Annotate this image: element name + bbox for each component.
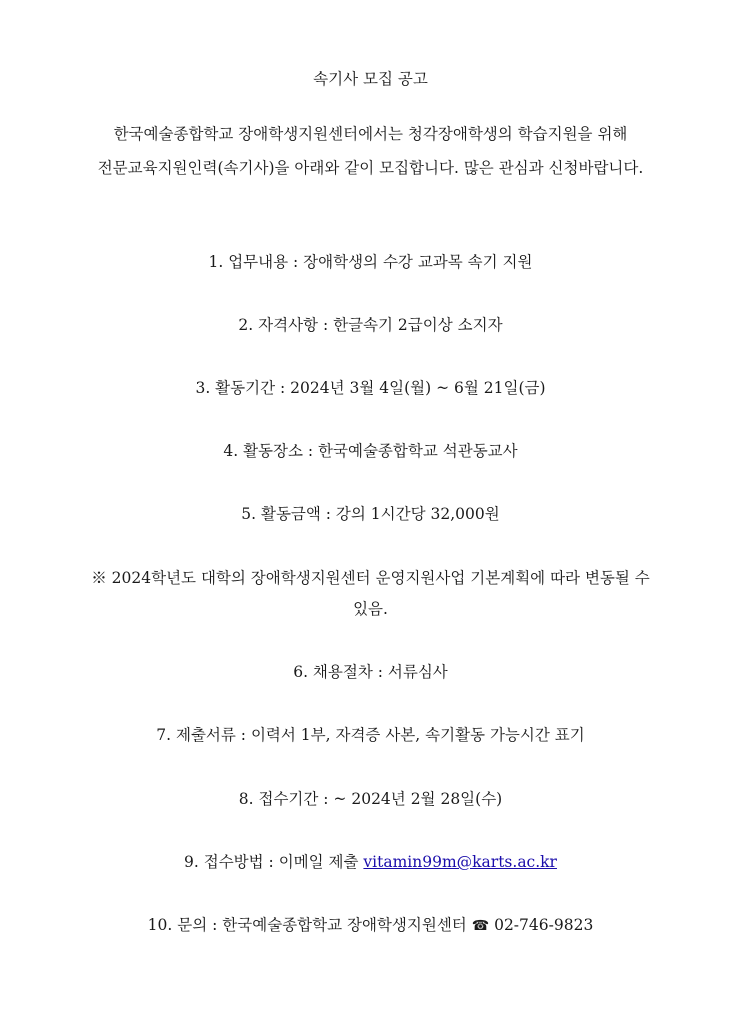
item-contact	[0, 914, 741, 937]
contact-phone: 02-746-9823	[489, 916, 594, 934]
item-activity-period: 3. 활동기간 : 2024년 3월 4일(월) ~ 6월 21일(금)	[195, 379, 546, 397]
note-line-2: 있음.	[353, 600, 388, 618]
note-line-1: ※ 2024학년도 대학의 장애학생지원센터 운영지원사업 기본계획에 따라 변동될 수	[91, 569, 650, 587]
item-hiring-procedure: 6. 채용절차 : 서류심사	[293, 663, 448, 681]
phone-icon: ☎	[471, 918, 490, 934]
contact-label: 10. 문의 : 한국예술종합학교 장애학생지원센터	[147, 916, 472, 934]
item-application-period: 8. 접수기간 : ~ 2024년 2월 28일(수)	[238, 790, 503, 808]
item-job-description: 1. 업무내용 : 장애학생의 수강 교과목 속기 지원	[208, 253, 533, 271]
item-application-method	[0, 851, 741, 873]
intro-line-2: 전문교육지원인력(속기사)을 아래와 같이 모집합니다. 많은 관심과 신청바랍니다.	[97, 159, 644, 177]
item-activity-location: 4. 활동장소 : 한국예술종합학교 석관동교사	[223, 442, 518, 460]
item-required-documents: 7. 제출서류 : 이력서 1부, 자격증 사본, 속기활동 가능시간 표기	[156, 726, 585, 744]
email-link[interactable]: vitamin99m@karts.ac.kr	[363, 853, 557, 871]
intro-line-1: 한국예술종합학교 장애학생지원센터에서는 청각장애학생의 학습지원을 위해	[113, 125, 628, 143]
application-method-label: 9. 접수방법 : 이메일 제출	[184, 853, 364, 871]
item-qualifications: 2. 자격사항 : 한글속기 2급이상 소지자	[238, 316, 503, 334]
page-title: 속기사 모집 공고	[313, 70, 428, 88]
item-activity-pay: 5. 활동금액 : 강의 1시간당 32,000원	[241, 505, 500, 523]
